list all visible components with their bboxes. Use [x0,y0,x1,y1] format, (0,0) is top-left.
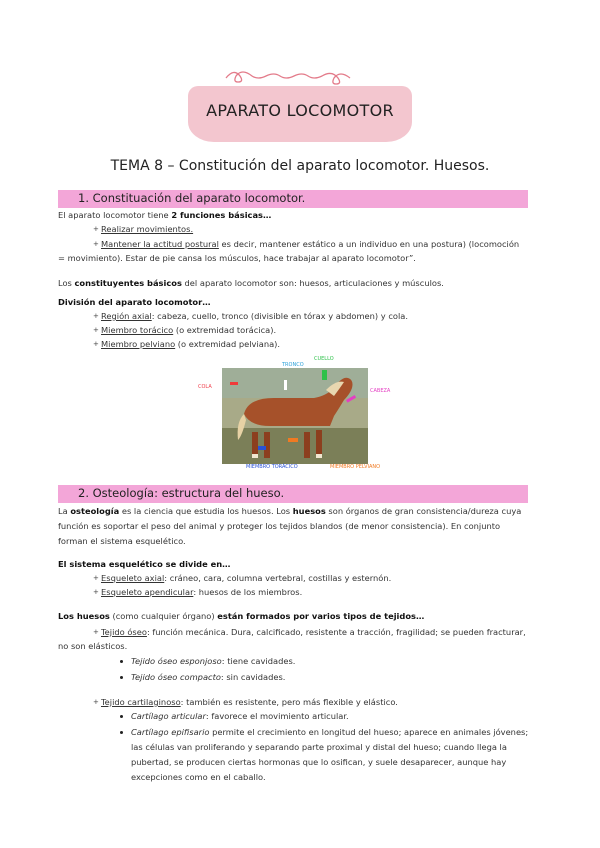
tissues-heading [58,611,424,622]
title-banner [188,86,412,142]
epiphyseal-line2: las células van proliferando y separando parte proximal y distal del hueso; cuando llega la [131,742,507,752]
function-1: Realizar movimientos. [101,224,194,234]
bone-tissue-line2: no son elásticos. [58,641,128,651]
skeletal-1-term: Esqueleto axial [101,573,165,583]
plus-bullet: + [93,312,99,320]
dot-bullet [120,731,123,734]
articular-cartilage [131,711,349,722]
function-2-underlined: Mantener la actitud postural [101,239,219,249]
plus-bullet: + [93,240,99,248]
function-2-rest: es decir, mantener estático a un individuo en una postura) (locomoción [218,239,520,249]
skeletal-2 [101,587,302,598]
skeletal-2-term: Esqueleto apendicular [101,587,194,597]
const-rest: del aparato locomotor son: huesos, articulaciones y músculos. [181,278,444,288]
cartilage-term: Tejido cartilaginoso [101,697,181,707]
compact-term: Tejido óseo compacto [131,672,221,682]
p1-e: son órganos de gran consistencia/dureza cuya [325,506,522,516]
division-3-term: Miembro pelviano [101,339,176,349]
spongy-term: Tejido óseo esponjoso [131,656,222,666]
epiphyseal-cartilage [131,727,528,738]
division-2-rest: (o extremidad torácica). [173,325,277,335]
page-subtitle: TEMA 8 – Constitución del aparato locomotor. Huesos. [110,158,490,174]
intro-bold: 2 funciones básicas… [171,210,272,220]
decorative-swirl [222,66,382,88]
cartilage-tissue [101,697,398,708]
tissues-c: están formados por varios tipos de tejidos… [217,611,425,621]
section-2-heading: 2. Osteología: estructura del hueso. [78,486,285,500]
constituents-line [58,278,444,289]
tissues-a: Los huesos [58,611,110,621]
epiphyseal-rest: permite el crecimiento en longitud del hueso; aparece en animales jóvenes; [209,727,529,737]
horse-illustration [222,368,368,464]
division-3 [101,339,280,350]
compact-bone [131,672,285,683]
label-cola: COLA [198,384,212,390]
plus-bullet: + [93,628,99,636]
label-tronco: TRONCO [282,362,304,368]
label-miembro-pelviano: MIEMBRO PELVIANO [330,464,381,470]
division-2-term: Miembro torácico [101,325,174,335]
division-1-term: Región axial [101,311,152,321]
skeletal-1 [101,573,391,584]
articular-rest: : favorece el movimiento articular. [205,711,349,721]
spongy-bone [131,656,295,667]
intro-text: El aparato locomotor tiene [58,210,172,220]
division-heading: División del aparato locomotor… [58,297,211,307]
dot-bullet [120,715,123,718]
division-1 [101,311,408,322]
banner-title: APARATO LOCOMOTOR [206,101,394,120]
const-pre: Los [58,278,75,288]
p1-c: es la ciencia que estudia los huesos. Los [119,506,293,516]
osteology-line1 [58,506,521,517]
function-2 [101,239,519,250]
bone-tissue [101,627,526,638]
plus-bullet: + [93,588,99,596]
plus-bullet: + [93,574,99,582]
section-1-heading: 1. Constituación del aparato locomotor. [78,191,306,205]
functions-intro [58,210,271,221]
epiphyseal-line4: excepciones como en el caballo. [131,772,266,782]
tissues-b: (como cualquier órgano) [109,611,218,621]
p1-huesos: huesos [292,506,326,516]
skeletal-2-rest: : huesos de los miembros. [193,587,303,597]
label-miembro-toracico: MIEMBRO TORÁCICO [246,464,298,470]
dot-bullet [120,660,123,663]
plus-bullet: + [93,326,99,334]
spongy-rest: : tiene cavidades. [221,656,296,666]
skeletal-heading: El sistema esquelético se divide en… [58,559,231,569]
division-1-rest: : cabeza, cuello, tronco (divisible en tórax y abdomen) y cola. [151,311,408,321]
compact-rest: : sin cavidades. [220,672,286,682]
osteology-line3: forman el sistema esquelético. [58,536,186,546]
epiphyseal-line3: pubertad, se producen ciertas hormonas que lo osifican, y suele desaparecer, aunque hay [131,757,507,767]
articular-term: Cartílago articular [131,711,206,721]
bone-tissue-rest: : función mecánica. Dura, calcificado, resistente a tracción, fragilidad; se pueden fracturar, [146,627,526,637]
function-2-line2: = movimiento). Estar de pie cansa los músculos, hace trabajar al aparato locomotor”. [58,253,416,263]
cartilage-rest: : también es resistente, pero más flexible y elástico. [180,697,398,707]
dot-bullet [120,676,123,679]
skeletal-1-rest: : cráneo, cara, columna vertebral, costillas y esternón. [164,573,392,583]
label-cabeza: CABEZA [370,388,391,394]
p1-osteologia: osteología [70,506,120,516]
label-cuello: CUELLO [314,356,334,362]
horse-photo [222,368,368,464]
division-2 [101,325,276,336]
const-bold: constituyentes básicos [74,278,182,288]
osteology-line2: función es soportar el peso del animal y proteger los tejidos blandos (de menor consistencia). En conjunto [58,521,501,531]
p1-a: La [58,506,71,516]
plus-bullet: + [93,698,99,706]
bone-tissue-term: Tejido óseo [101,627,147,637]
division-3-rest: (o extremidad pelviana). [175,339,281,349]
horse-figure [196,354,400,472]
plus-bullet: + [93,225,99,233]
plus-bullet: + [93,340,99,348]
epiphyseal-term: Cartílago epifisario [131,727,210,737]
